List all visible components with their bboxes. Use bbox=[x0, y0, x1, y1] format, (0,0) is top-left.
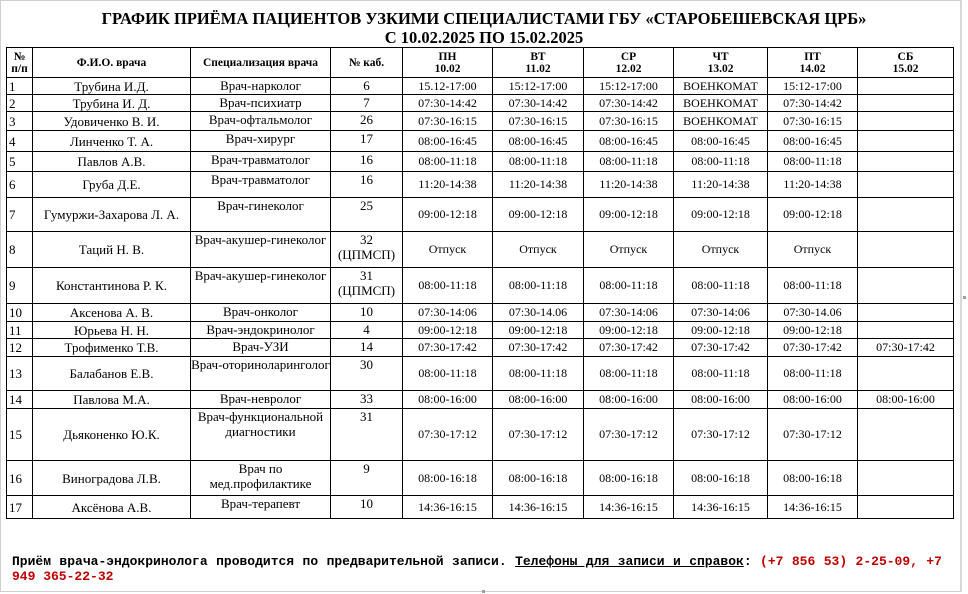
schedule-cell bbox=[858, 152, 954, 172]
doctor-name: Павлов А.В. bbox=[33, 152, 191, 172]
schedule-cell: 08:00-11:18 bbox=[674, 268, 768, 304]
schedule-cell: 08:00-11:18 bbox=[493, 152, 584, 172]
schedule-cell: 08:00-11:18 bbox=[493, 357, 584, 391]
schedule-cell: 09:00-12:18 bbox=[768, 322, 858, 339]
schedule-cell: 09:00-12:18 bbox=[674, 198, 768, 232]
schedule-cell: 08:00-16:45 bbox=[493, 131, 584, 152]
row-number: 8 bbox=[7, 232, 33, 268]
cabinet-number: 10 bbox=[331, 496, 403, 519]
cabinet-number: 4 bbox=[331, 322, 403, 339]
doctor-name: Таций Н. В. bbox=[33, 232, 191, 268]
schedule-cell: 07:30-14:06 bbox=[403, 304, 493, 322]
cabinet-number: 25 bbox=[331, 198, 403, 232]
specialization: Врач-нарколог bbox=[191, 78, 331, 95]
schedule-cell: 08:00-11:18 bbox=[674, 357, 768, 391]
cabinet-number: 32 (ЦПМСП) bbox=[331, 232, 403, 268]
schedule-cell bbox=[858, 172, 954, 198]
schedule-cell: 07:30-14:06 bbox=[584, 304, 674, 322]
row-number: 11 bbox=[7, 322, 33, 339]
specialization: Врач-эндокринолог bbox=[191, 322, 331, 339]
schedule-cell: Отпуск bbox=[493, 232, 584, 268]
schedule-cell: 08:00-16:45 bbox=[768, 131, 858, 152]
table-row bbox=[7, 95, 954, 112]
doctor-name: Виноградова Л.В. bbox=[33, 461, 191, 496]
schedule-cell: 08:00-16:00 bbox=[674, 391, 768, 409]
doctor-name: Трубина И. Д. bbox=[33, 95, 191, 112]
schedule-cell: 07:30-17:12 bbox=[674, 409, 768, 461]
specialization: Врач-УЗИ bbox=[191, 339, 331, 357]
table-row bbox=[7, 78, 954, 95]
cabinet-number: 31 bbox=[331, 409, 403, 461]
table-row bbox=[7, 496, 954, 519]
schedule-cell: 14:36-16:15 bbox=[584, 496, 674, 519]
header-name: Ф.И.О. врача bbox=[33, 48, 191, 78]
schedule-cell: 08:00-16:18 bbox=[674, 461, 768, 496]
cabinet-number: 17 bbox=[331, 131, 403, 152]
schedule-cell bbox=[858, 95, 954, 112]
footer-note bbox=[12, 554, 942, 584]
schedule-cell: Отпуск bbox=[674, 232, 768, 268]
specialization: Врач-гинеколог bbox=[191, 198, 331, 232]
table-row bbox=[7, 304, 954, 322]
schedule-cell: ВОЕНКОМАТ bbox=[674, 95, 768, 112]
row-number: 10 bbox=[7, 304, 33, 322]
schedule-cell: 08:00-11:18 bbox=[768, 268, 858, 304]
header-row bbox=[7, 48, 954, 78]
schedule-cell: 14:36-16:15 bbox=[674, 496, 768, 519]
resize-handle[interactable] bbox=[482, 590, 485, 593]
specialization: Врач-онколог bbox=[191, 304, 331, 322]
table-row bbox=[7, 112, 954, 131]
schedule-cell: 07:30-17:12 bbox=[403, 409, 493, 461]
cabinet-number: 33 bbox=[331, 391, 403, 409]
table-row bbox=[7, 339, 954, 357]
schedule-cell: 11:20-14:38 bbox=[674, 172, 768, 198]
schedule-cell: 09:00-12:18 bbox=[493, 198, 584, 232]
schedule-cell: 14:36-16:15 bbox=[403, 496, 493, 519]
doctor-name: Аксенова А. В. bbox=[33, 304, 191, 322]
schedule-cell: 08:00-11:18 bbox=[403, 152, 493, 172]
specialization: Врач-оториноларинголог bbox=[191, 357, 331, 391]
specialization: Врач-терапевт bbox=[191, 496, 331, 519]
schedule-cell: 14:36-16:15 bbox=[768, 496, 858, 519]
schedule-table bbox=[6, 47, 954, 519]
schedule-cell: 08:00-11:18 bbox=[584, 152, 674, 172]
doctor-name: Павлова М.А. bbox=[33, 391, 191, 409]
row-number: 9 bbox=[7, 268, 33, 304]
specialization: Врач-травматолог bbox=[191, 172, 331, 198]
cabinet-number: 26 bbox=[331, 112, 403, 131]
phones-label: Телефоны для записи и справок bbox=[515, 554, 744, 569]
cabinet-number: 7 bbox=[331, 95, 403, 112]
schedule-cell: 08:00-16:00 bbox=[584, 391, 674, 409]
schedule-cell: 07:30-16:15 bbox=[768, 112, 858, 131]
schedule-cell: 08:00-16:45 bbox=[403, 131, 493, 152]
table-row bbox=[7, 131, 954, 152]
schedule-cell: 09:00-12:18 bbox=[403, 322, 493, 339]
header-day: ВТ 11.02 bbox=[493, 48, 584, 78]
table-row bbox=[7, 461, 954, 496]
footer-colon: : bbox=[743, 554, 761, 569]
doctor-name: Удовиченко В. И. bbox=[33, 112, 191, 131]
schedule-cell bbox=[858, 112, 954, 131]
cabinet-number: 10 bbox=[331, 304, 403, 322]
schedule-cell: 07:30-14:42 bbox=[584, 95, 674, 112]
schedule-cell: 07:30-17:42 bbox=[403, 339, 493, 357]
schedule-cell: 07:30-14.06 bbox=[493, 304, 584, 322]
schedule-cell: 15:12-17:00 bbox=[584, 78, 674, 95]
cabinet-number: 30 bbox=[331, 357, 403, 391]
schedule-cell: 11:20-14:38 bbox=[584, 172, 674, 198]
schedule-cell: 07:30-17:12 bbox=[493, 409, 584, 461]
schedule-cell: 09:00-12:18 bbox=[584, 322, 674, 339]
row-number: 13 bbox=[7, 357, 33, 391]
schedule-cell: 11:20-14:38 bbox=[768, 172, 858, 198]
schedule-cell: 07:30-16:15 bbox=[584, 112, 674, 131]
table-row bbox=[7, 268, 954, 304]
schedule-cell: 08:00-16:00 bbox=[768, 391, 858, 409]
doctor-name: Трубина И.Д. bbox=[33, 78, 191, 95]
schedule-cell bbox=[858, 496, 954, 519]
schedule-cell: 14:36-16:15 bbox=[493, 496, 584, 519]
schedule-cell: 08:00-16:45 bbox=[584, 131, 674, 152]
cabinet-number: 14 bbox=[331, 339, 403, 357]
doctor-name: Гумуржи-Захарова Л. А. bbox=[33, 198, 191, 232]
schedule-cell: 08:00-16:18 bbox=[584, 461, 674, 496]
cabinet-number: 6 bbox=[331, 78, 403, 95]
schedule-cell: 08:00-16:45 bbox=[674, 131, 768, 152]
row-number: 16 bbox=[7, 461, 33, 496]
cabinet-number: 31 (ЦПМСП) bbox=[331, 268, 403, 304]
schedule-cell bbox=[858, 461, 954, 496]
schedule-cell: 08:00-11:18 bbox=[768, 357, 858, 391]
table-row bbox=[7, 232, 954, 268]
cabinet-number: 16 bbox=[331, 172, 403, 198]
schedule-cell: 08:00-11:18 bbox=[674, 152, 768, 172]
header-spec: Специализация врача bbox=[191, 48, 331, 78]
row-number: 7 bbox=[7, 198, 33, 232]
schedule-cell: 08:00-16:00 bbox=[403, 391, 493, 409]
schedule-cell: 09:00-12:18 bbox=[674, 322, 768, 339]
doctor-name: Трофименко Т.В. bbox=[33, 339, 191, 357]
header-day: СР 12.02 bbox=[584, 48, 674, 78]
schedule-cell: 07:30-17:42 bbox=[768, 339, 858, 357]
schedule-cell: 11:20-14:38 bbox=[403, 172, 493, 198]
schedule-cell: 07:30-17:12 bbox=[584, 409, 674, 461]
cabinet-number: 9 bbox=[331, 461, 403, 496]
schedule-cell: 09:00-12:18 bbox=[584, 198, 674, 232]
schedule-cell bbox=[858, 198, 954, 232]
row-number: 17 bbox=[7, 496, 33, 519]
table-row bbox=[7, 391, 954, 409]
row-number: 6 bbox=[7, 172, 33, 198]
schedule-cell: 07:30-17:42 bbox=[674, 339, 768, 357]
schedule-cell: 07:30-16:15 bbox=[493, 112, 584, 131]
schedule-cell: 07:30-17:42 bbox=[493, 339, 584, 357]
table-row bbox=[7, 409, 954, 461]
schedule-cell bbox=[858, 78, 954, 95]
row-number: 2 bbox=[7, 95, 33, 112]
schedule-cell: 09:00-12:18 bbox=[493, 322, 584, 339]
schedule-cell bbox=[858, 357, 954, 391]
table-row bbox=[7, 172, 954, 198]
schedule-cell: Отпуск bbox=[584, 232, 674, 268]
footer-text: Приём врача-эндокринолога проводится по предварительной записи. bbox=[12, 554, 516, 569]
specialization: Врач-офтальмолог bbox=[191, 112, 331, 131]
schedule-cell: 07:30-17:42 bbox=[858, 339, 954, 357]
schedule-cell: 08:00-16:18 bbox=[493, 461, 584, 496]
schedule-cell: 07:30-14:42 bbox=[493, 95, 584, 112]
specialization: Врач-психиатр bbox=[191, 95, 331, 112]
schedule-cell: 07:30-14:42 bbox=[403, 95, 493, 112]
schedule-cell: 07:30-16:15 bbox=[403, 112, 493, 131]
schedule-cell: 08:00-11:18 bbox=[584, 357, 674, 391]
phone-numbers: (+7 856 53) 2-25-09, +7 949 365-22-32 bbox=[12, 554, 942, 584]
doctor-name: Линченко Т. А. bbox=[33, 131, 191, 152]
schedule-cell bbox=[858, 232, 954, 268]
header-day: ПН 10.02 bbox=[403, 48, 493, 78]
table-row bbox=[7, 152, 954, 172]
row-number: 15 bbox=[7, 409, 33, 461]
header-day: СБ 15.02 bbox=[858, 48, 954, 78]
schedule-cell: ВОЕНКОМАТ bbox=[674, 78, 768, 95]
schedule-cell: 08:00-11:18 bbox=[403, 268, 493, 304]
schedule-cell: 08:00-11:18 bbox=[493, 268, 584, 304]
schedule-cell bbox=[858, 409, 954, 461]
table-row bbox=[7, 357, 954, 391]
specialization: Врач-хирург bbox=[191, 131, 331, 152]
page-title: ГРАФИК ПРИЁМА ПАЦИЕНТОВ УЗКИМИ СПЕЦИАЛИСТАМИ ГБУ «СТАРОБЕШЕВСКАЯ ЦРБ» bbox=[101, 9, 867, 28]
row-number: 12 bbox=[7, 339, 33, 357]
schedule-cell bbox=[858, 268, 954, 304]
schedule-cell: 08:00-16:00 bbox=[858, 391, 954, 409]
doctor-name: Балабанов Е.В. bbox=[33, 357, 191, 391]
specialization: Врач-невролог bbox=[191, 391, 331, 409]
schedule-cell: 15.12-17:00 bbox=[403, 78, 493, 95]
specialization: Врач-акушер-гинеколог bbox=[191, 232, 331, 268]
cabinet-number: 16 bbox=[331, 152, 403, 172]
specialization: Врач-акушер-гинеколог bbox=[191, 268, 331, 304]
schedule-cell: 09:00-12:18 bbox=[403, 198, 493, 232]
header-num: № п/п bbox=[7, 48, 33, 78]
schedule-cell: 08:00-11:18 bbox=[403, 357, 493, 391]
specialization: Врач-функциональной диагностики bbox=[191, 409, 331, 461]
schedule-cell bbox=[858, 304, 954, 322]
row-number: 14 bbox=[7, 391, 33, 409]
resize-handle[interactable] bbox=[963, 296, 966, 299]
schedule-cell: ВОЕНКОМАТ bbox=[674, 112, 768, 131]
schedule-cell: 07:30-14:42 bbox=[768, 95, 858, 112]
header-day: ЧТ 13.02 bbox=[674, 48, 768, 78]
schedule-cell: 08:00-11:18 bbox=[584, 268, 674, 304]
schedule-cell: 07:30-17:12 bbox=[768, 409, 858, 461]
row-number: 4 bbox=[7, 131, 33, 152]
schedule-cell: 07:30-14.06 bbox=[768, 304, 858, 322]
schedule-cell bbox=[858, 322, 954, 339]
table-row bbox=[7, 198, 954, 232]
date-range: С 10.02.2025 ПО 15.02.2025 bbox=[384, 28, 584, 47]
specialization: Врач-травматолог bbox=[191, 152, 331, 172]
row-number: 5 bbox=[7, 152, 33, 172]
row-number: 3 bbox=[7, 112, 33, 131]
schedule-cell: Отпуск bbox=[403, 232, 493, 268]
header-day: ПТ 14.02 bbox=[768, 48, 858, 78]
schedule-cell: 15:12-17:00 bbox=[768, 78, 858, 95]
schedule-cell bbox=[858, 131, 954, 152]
header-cab: № каб. bbox=[331, 48, 403, 78]
doctor-name: Дьяконенко Ю.К. bbox=[33, 409, 191, 461]
schedule-cell: 15:12-17:00 bbox=[493, 78, 584, 95]
row-number: 1 bbox=[7, 78, 33, 95]
schedule-cell: 08:00-16:18 bbox=[403, 461, 493, 496]
schedule-cell: 08:00-16:18 bbox=[768, 461, 858, 496]
schedule-cell: 11:20-14:38 bbox=[493, 172, 584, 198]
doctor-name: Юрьева Н. Н. bbox=[33, 322, 191, 339]
schedule-cell: 07:30-14:06 bbox=[674, 304, 768, 322]
doctor-name: Аксёнова А.В. bbox=[33, 496, 191, 519]
schedule-cell: 07:30-17:42 bbox=[584, 339, 674, 357]
doctor-name: Константинова Р. К. bbox=[33, 268, 191, 304]
schedule-cell: 09:00-12:18 bbox=[768, 198, 858, 232]
schedule-cell: 08:00-16:00 bbox=[493, 391, 584, 409]
specialization: Врач по мед.профилактике bbox=[191, 461, 331, 496]
table-row bbox=[7, 322, 954, 339]
schedule-cell: 08:00-11:18 bbox=[768, 152, 858, 172]
doctor-name: Груба Д.Е. bbox=[33, 172, 191, 198]
schedule-cell: Отпуск bbox=[768, 232, 858, 268]
